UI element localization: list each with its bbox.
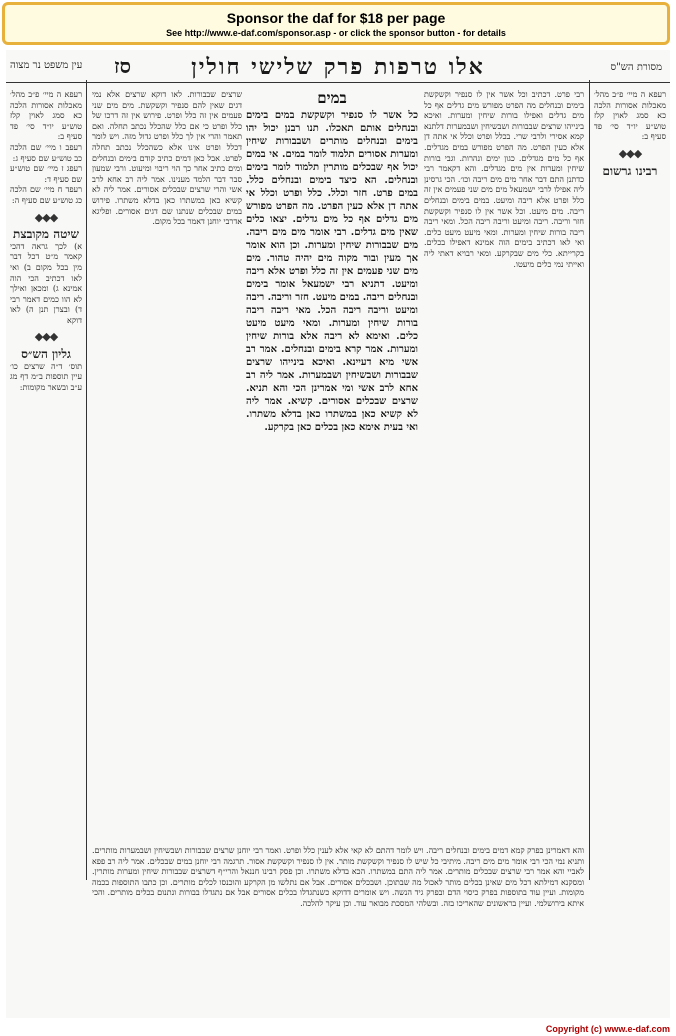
- bottom-commentary: [92, 846, 584, 1012]
- ein-mishpat-entry: רעפד ח מיי׳ שם הלכה כג טוש״ע שם סעיף ה:: [10, 185, 82, 205]
- talmud-page: [6, 50, 670, 1018]
- column-divider: [589, 80, 590, 880]
- sponsor-title: Sponsor the daf for $18 per page: [226, 10, 446, 26]
- ein-mishpat-entry: רעפב ו מיי׳ שם הלכה כב טוש״ע שם סעיף ג:: [10, 142, 82, 163]
- rabbeinu-gershom-heading: רבינו גרשום: [602, 163, 658, 178]
- rashi-column: [424, 90, 584, 840]
- section-ornament: ◆◆◆: [34, 330, 58, 344]
- copyright-notice: Copyright (c) www.e-daf.com: [545, 1024, 670, 1034]
- column-divider: [86, 80, 87, 880]
- tosafot-column: [92, 90, 242, 840]
- masoret-hashas-label: מסורת הש"ס: [610, 62, 662, 73]
- rashi-text: רבי פרט. דכתיב וכל אשר אין לו סנפיר וקשקשת בימים ובנחלים מה הפרט מפורש מים גדלים אף כל מים גדלים ואפילו בורות שיחין ומערות. ואיכא בינייהו שרצים שבבורות ושבשיחין ושבמערות דלתנא קמא אסירי ולרבי שרי. בכלל ופרט וכלל אי אתה דן אלא כעין הפרט. מה הפרט מפורש במים מגדלים. אף כל מים מגדלים. כגון ימים ונהרות. וגבי בורות שיחין ומערות אין מים מגדלים. והא דקאמר רבי כדתנן התם דבר אחר מים מים ריבה וכו׳. הכי גרסינן ליה אפילו לרבי ישמעאל מים מים שני פעמים אין זה כלל ופרט אלא ריבה ומיעט. במים בימים ובנחלים ריבה. מים מיעט. וכל אשר אין לו סנפיר וקשקשת חזר וריבה. ריבה ומיעט וריבה ריבה הכל. ומאי ריבה ריבה בורות שיחין ומערות. ומאי מיעט מיעט כלים. ואי לאו דכתיב בימים הוה אמינא דאפילו בכלים. בקרייתא. כלי מים שבקרקע. ומאי רבויא דאתי ליה ואייתי נמי כלים מיעטו.: [424, 90, 584, 269]
- folio-number: סז: [114, 54, 131, 78]
- section-ornament: ◆◆◆: [34, 210, 58, 224]
- sponsor-banner[interactable]: [2, 2, 670, 45]
- tosafot-text: שרצים שבבורות. לאו דוקא שרצים אלא נמי דגים שאין להם סנפיר וקשקשת. מים מים שני פעמים אין זה כלל ופרט. פירוש אין זה דרכו של כלל ופרט כי אם כלל שהכלל נכתב תחלה. ואם תאמר והרי אין לך כלל ופרט גדול מזה. ויש לומר דכלל ופרט אינו אלא כשהכלל נכתב תחלה לפרט. אבל כאן דמים כתיב קודם בימים ובנחלים ומים כתיב אחר כך הוי ריבוי ומיעוט. ורבי שמעון סבר דבר הלמד מענינו. אמר ליה רב אחא לרב אשי והרי שרצים שבכלים אסורים. אמר ליה לא קשיא כאן במשתרו כאן בדלא משתרו. פירוש במים שבכלים שנתנו שם דגים אסורים. ופליגא אדרבי יוחנן דאמר בכל מקום.: [92, 90, 242, 227]
- gilyon-heading: גליון הש״ס: [21, 347, 71, 362]
- rashi-margin-note: רעפא ה מיי׳ פ״ב מהל׳ מאכלות אסורות הלכה כא סמג לאוין קלז טוש״ע יו״ד סי׳ פד סעיף ב:: [594, 90, 666, 142]
- page-header: [6, 54, 670, 84]
- gilyon-text: תוס׳ ד״ה שרצים כו׳ עיין תוספות ב״מ דף מג ע״ב ובשאר מקומות:: [10, 361, 82, 392]
- right-margin-column: [594, 90, 666, 880]
- shita-text: א) לכך גראה דהכי קאמר מ״ט דכל דבר מין בכל מקום ב) ואי לאו דכתיב הכי הוה אמינא ג) ומכאן ואילך לא הוו כמים דאמר רבי ד) ובצרן תנן ה) לאו דוקא: [10, 241, 82, 325]
- ein-mishpat-label: עין משפט נר מצוה: [10, 60, 83, 71]
- header-rule: [6, 82, 670, 83]
- page-title: אלו טרפות פרק שלישי חולין: [191, 54, 485, 80]
- left-margin-column: [10, 90, 82, 880]
- section-ornament: ◆◆◆: [618, 146, 642, 160]
- ein-mishpat-entry: רעפג ז מיי׳ שם טוש״ע שם סעיף ד:: [10, 164, 82, 184]
- sponsor-subtitle: See http://www.e-daf.com/sponsor.asp - or click the sponsor button - for details: [166, 28, 506, 38]
- commentary-text: והא דאמרינן בפרק קמא דמים בימים ובנחלים ריבה. ויש לומר דהתם לא קאי אלא לענין כלל ופרט. ואמר רבי יוחנן שרצים שבבורות ושבשיחין ושבמערות מותרים. ותניא נמי הכי רבי אומר מים מים ריבה. מיתיבי כל שיש לו סנפיר וקשקשת מותר. אין לו סנפיר וקשקשת אסור. תרגמה רבי יוחנן במים שבכלים. אמר ליה רב פפא לאביי והא אמר רבי שרצים שבכלים מותרים. אמר ליה התם במשתרו. הכא בדלא משתרו. וכן פסק רבינו חננאל והרי״ף דשרצים שבבורות שיחין ומערות מותרין. ומסקנא דמילתא דכל מים שאינן בכלים מותר לאכול מה שבתוכן. ושבכלים אסורים. אבל אם נתלשו מן הקרקע והוכנסו לכלים מותרים. וכן כתבו התוספות בכמה מקומות. ועיין עוד בתוספות בפרק כיסוי הדם ובפרק גיד הנשה. ויש אומרים דדוקא כשנתגדלו בכלים אסורים אבל אם נתגדלו בבורות ונתנום בכלים מותרים. והכי איתא בירושלמי. ועיין בראשונים שהאריכו בזה. ובשלהי המסכת מבואר עוד. וכן עיקר להלכה.: [92, 846, 584, 908]
- gemara-dibur-hamatchil: במים: [317, 90, 347, 107]
- ein-mishpat-entry: רעפא ה מיי׳ פ״ב מהל׳ מאכלות אסורות הלכה כא סמג לאוין קלז טוש״ע יו״ד סי׳ פד סעיף ב:: [10, 90, 82, 142]
- gemara-column: [246, 90, 418, 690]
- gemara-text: כל אשר לו סנפיר וקשקשת במים בימים ובנחלים אותם תאכלו. תנו רבנן יכול יהו בימים ובנחלים מותרים ושבבורות שיחין ומערות אסורים תלמוד לומר במים. אי במים יכול אף שבכלים מותרין תלמוד לומר בימים ובנחלים. הא כיצד בימים ובנחלים כלל. במים פרט. חזר וכלל. כלל ופרט וכלל אי אתה דן אלא כעין הפרט. מה הפרט מפורש מים גדלים אף כל מים גדלים. יצאו כלים שאין מים גדלים. רבי אומר מים מים ריבה. מים שבבורות שיחין ומערות. וכן הוא אומר אך מעין ובור מקוה מים יהיה טהור. מים מים שני פעמים אין זה כלל ופרט אלא ריבה ומיעט. דתניא רבי ישמעאל אומר בימים ובנחלים ריבה. במים מיעט. חזר וריבה. ריבה ומיעט וריבה ריבה הכל. מאי ריבה ריבה בורות שיחין ומערות. ומאי מיעט מיעט כלים. ואימא לא ריבה אלא בורות שיחין ומערות. אמר קרא בימים ובנחלים. אמר רב אשי מיא דעיינא. ואיכא בינייהו שרצים שבבורות ושבשיחין ושבמערות. אמר ליה רב אחא לרב אשי ומי אמרינן הכי והא תניא. שרצים שבכלים אסורים. קשיא. אמר ליה לא קשיא כאן במשתרו כאן בדלא משתרו. ואי בעית אימא כאן בכלים כאן בקרקע.: [246, 110, 418, 433]
- shita-heading: שיטה מקובצת: [13, 227, 79, 242]
